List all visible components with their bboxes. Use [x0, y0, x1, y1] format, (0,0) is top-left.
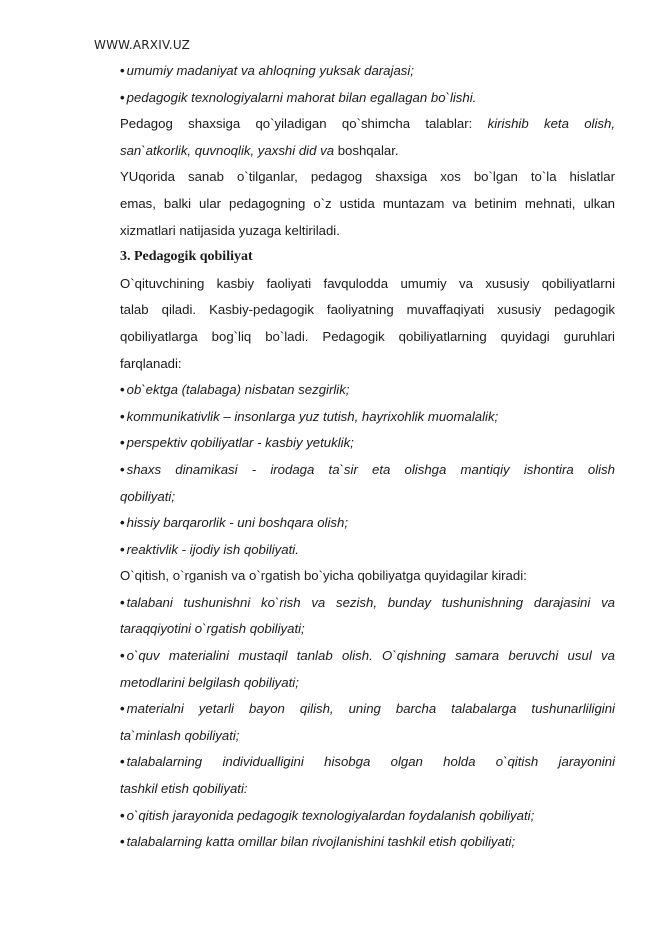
list-item: • o`qitish jarayonida pedagogik texnologiyalardan foydalanish qobiliyati;: [120, 807, 535, 823]
paragraph-line: talab qiladi. Kasbiy-pedagogik faoliyatning muvaffaqiyati xususiy pedagogik: [120, 302, 615, 318]
paragraph-line: Pedagog shaxsiga qo`yiladigan qo`shimcha talablar: kirishib keta olish,: [120, 116, 616, 132]
list-item: • ob`ektga (talabaga) nisbatan sezgirlik;: [120, 382, 350, 398]
bullet-icon: •: [120, 515, 125, 531]
bullet-icon: •: [120, 701, 125, 717]
paragraph-line: farqlanadi:: [120, 355, 182, 371]
bullet-icon: •: [120, 834, 125, 850]
list-item-continuation: taraqqiyotini o`rgatish qobiliyati;: [120, 621, 305, 637]
list-item: • pedagogik texnologiyalarni mahorat bilan egallagan bo`lishi.: [120, 89, 477, 105]
bullet-icon: •: [120, 754, 125, 770]
bullet-icon: •: [120, 807, 125, 823]
document-body: [120, 58, 615, 856]
bullet-icon: •: [120, 63, 125, 78]
bullet-icon: •: [120, 89, 125, 105]
bullet-icon: •: [120, 594, 125, 610]
list-item-continuation: qobiliyati;: [120, 488, 175, 504]
bullet-icon: •: [120, 461, 125, 477]
bullet-icon: •: [120, 648, 125, 664]
list-item: • materialni yetarli bayon qilish, uning barcha talabalarga tushunarliligini: [120, 701, 615, 717]
bullet-icon: •: [120, 541, 125, 557]
list-item: • talabani tushunishni ko`rish va sezish, bunday tushunishning darajasini va: [120, 594, 615, 610]
list-item: • shaxs dinamikasi - irodaga ta`sir eta olishga mantiqiy ishontira olish: [120, 461, 615, 477]
list-item-continuation: ta`minlash qobiliyati;: [120, 727, 240, 743]
paragraph-line: O`qituvchining kasbiy faoliyati favqulodda umumiy va xususiy qobiliyatlarni: [120, 275, 615, 291]
list-item-continuation: metodlarini belgilash qobiliyati;: [120, 674, 299, 690]
list-item: • talabalarning katta omillar bilan rivojlanishini tashkil etish qobiliyati;: [120, 834, 516, 850]
paragraph-line: emas, balki ular pedagogning o`z ustida muntazam va betinim mehnati, ulkan: [120, 195, 615, 211]
list-item: • talabalarning individualligini hisobga olgan holda o`qitish jarayonini: [120, 754, 615, 770]
paragraph-line: qobiliyatlarga bog`liq bo`ladi. Pedagogik qobiliyatlarning quyidagi guruhlari: [120, 328, 615, 344]
list-item: • perspektiv qobiliyatlar - kasbiy yetuklik;: [120, 435, 354, 451]
list-item: • kommunikativlik – insonlarga yuz tutish, hayrixohlik muomalalik;: [120, 408, 499, 424]
paragraph-line: xizmatlari natijasida yuzaga keltiriladi.: [120, 222, 340, 238]
bullet-icon: •: [120, 382, 125, 398]
bullet-icon: •: [120, 408, 125, 424]
watermark: WWW.ARXIV.UZ: [94, 38, 191, 52]
list-item: • o`quv materialini mustaqil tanlab olish. O`qishning samara beruvchi usul va: [120, 648, 615, 664]
list-item: • umumiy madaniyat va ahloqning yuksak darajasi;: [120, 63, 414, 78]
paragraph-line: O`qitish, o`rganish va o`rgatish bo`yicha qobiliyatga quyidagilar kiradi:: [120, 568, 527, 584]
list-item: • reaktivlik - ijodiy ish qobiliyati.: [120, 541, 299, 557]
section-heading: 3. Pedagogik qobiliyat: [120, 249, 253, 265]
paragraph-line: san`atkorlik, quvnoqlik, yaxshi did va boshqalar.: [120, 142, 399, 158]
list-item-continuation: tashkil etish qobiliyati:: [120, 781, 248, 797]
paragraph-line: YUqorida sanab o`tilganlar, pedagog shaxsiga xos bo`lgan to`la hislatlar: [120, 169, 615, 185]
list-item: • hissiy barqarorlik - uni boshqara olish;: [120, 515, 348, 531]
bullet-icon: •: [120, 435, 125, 451]
